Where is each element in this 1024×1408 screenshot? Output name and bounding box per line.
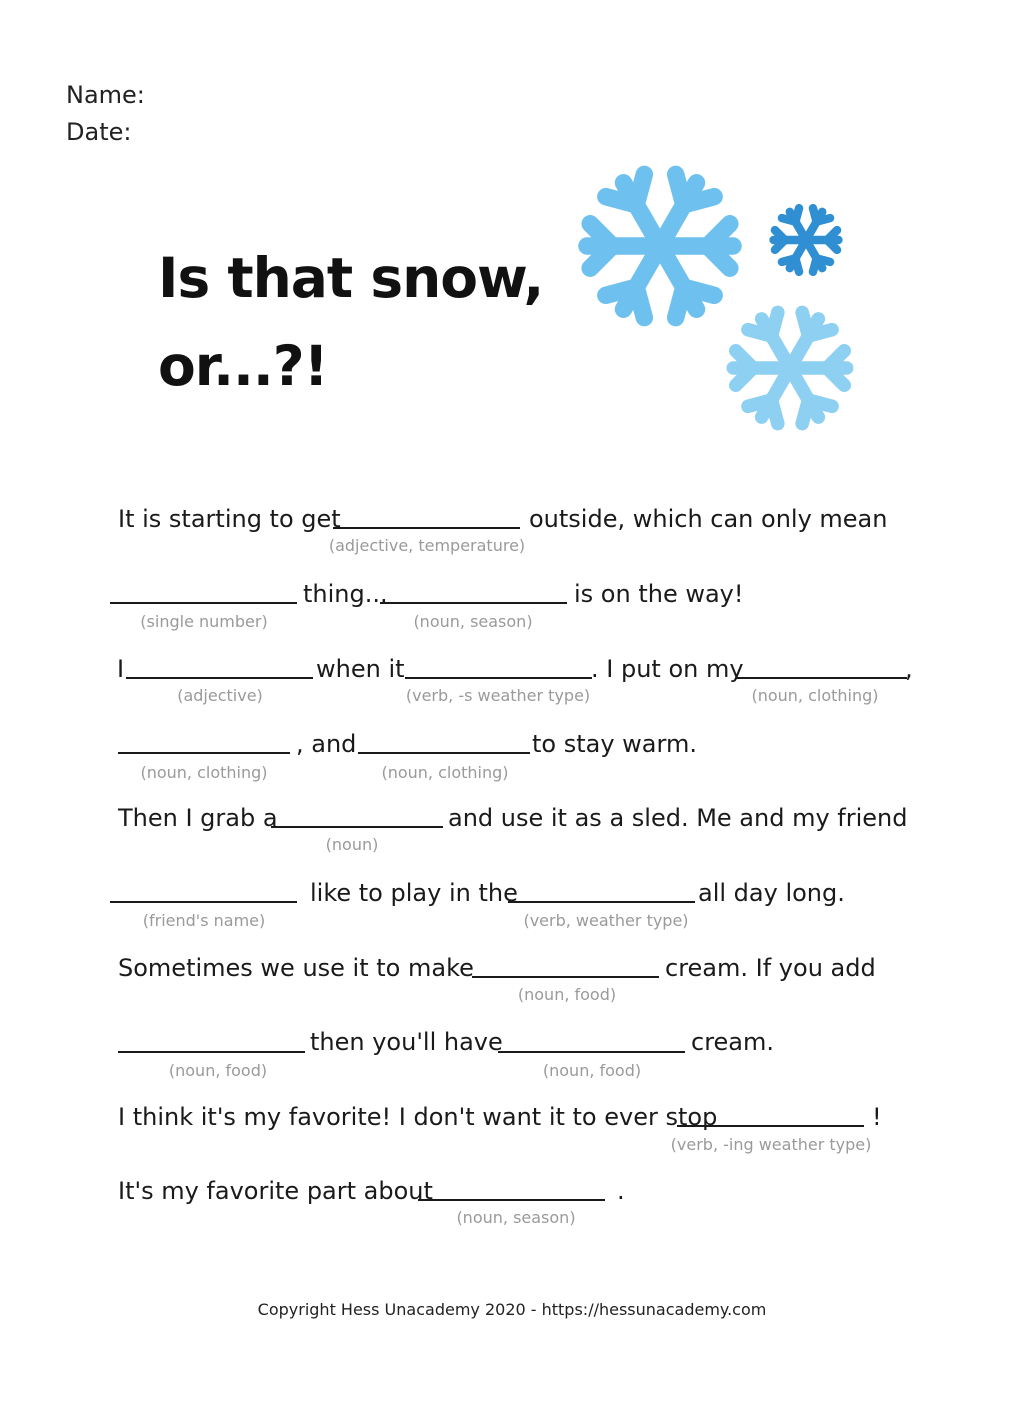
blank-field[interactable]: [735, 677, 907, 679]
blank-field[interactable]: [498, 1051, 685, 1053]
story-text: ,: [905, 655, 913, 683]
blank-hint: (adjective, temperature): [328, 536, 526, 555]
story-text: , and: [296, 730, 357, 758]
name-label: Name:: [66, 81, 145, 109]
blank-field[interactable]: [333, 527, 520, 529]
story-text: I: [117, 655, 125, 683]
blank-hint: (noun, clothing): [140, 763, 268, 782]
story-text: Then I grab a: [118, 804, 278, 832]
blank-field[interactable]: [126, 677, 313, 679]
story-text: outside, which can only mean: [529, 505, 888, 533]
blank-field[interactable]: [508, 901, 695, 903]
story-text: It's my favorite part about: [118, 1177, 433, 1205]
blank-field[interactable]: [472, 976, 659, 978]
story-text: to stay warm.: [532, 730, 697, 758]
blank-hint: (verb, weather type): [523, 911, 689, 930]
snowflake-large-icon: [572, 165, 748, 327]
blank-field[interactable]: [380, 602, 567, 604]
copyright-footer: Copyright Hess Unacademy 2020 - https://hessunacademy.com: [257, 1300, 767, 1319]
story-text: like to play in the: [310, 879, 518, 907]
snowflake-small-icon: [767, 204, 845, 276]
blank-hint: (single number): [140, 612, 268, 631]
story-text: and use it as a sled. Me and my friend: [448, 804, 908, 832]
blank-field[interactable]: [271, 826, 443, 828]
snowflake-medium-icon: [722, 305, 858, 431]
story-text: . I put on my: [591, 655, 744, 683]
story-text: when it: [316, 655, 405, 683]
blank-hint: (noun, food): [542, 1061, 642, 1080]
blank-hint: (noun, food): [168, 1061, 268, 1080]
blank-field[interactable]: [677, 1125, 864, 1127]
story-text: cream. If you add: [665, 954, 876, 982]
blank-field[interactable]: [358, 752, 530, 754]
blank-hint: (adjective): [177, 686, 263, 705]
story-text: I think it's my favorite! I don't want it to ever stop: [118, 1103, 718, 1131]
blank-field[interactable]: [110, 901, 297, 903]
blank-hint: (noun, clothing): [751, 686, 879, 705]
story-text: .: [617, 1177, 625, 1205]
blank-hint: (noun): [325, 835, 379, 854]
blank-field[interactable]: [405, 677, 592, 679]
story-text: cream.: [691, 1028, 775, 1056]
blank-field[interactable]: [110, 602, 297, 604]
blank-hint: (noun, food): [517, 985, 617, 1004]
blank-hint: (friend's name): [142, 911, 266, 930]
blank-field[interactable]: [418, 1199, 605, 1201]
page-title: [158, 234, 578, 410]
blank-hint: (noun, clothing): [381, 763, 509, 782]
blank-field[interactable]: [118, 752, 290, 754]
story-text: !: [872, 1103, 882, 1131]
title-line-2: or...?!: [158, 334, 328, 398]
blank-hint: (verb, -s weather type): [405, 686, 591, 705]
story-text: all day long.: [698, 879, 845, 907]
story-text: Sometimes we use it to make: [118, 954, 474, 982]
story-text: then you'll have: [310, 1028, 503, 1056]
story-text: It is starting to get: [118, 505, 341, 533]
title-line-1: Is that snow,: [158, 246, 544, 310]
story-text: is on the way!: [574, 580, 744, 608]
blank-hint: (verb, -ing weather type): [670, 1135, 872, 1154]
blank-hint: (noun, season): [413, 612, 533, 631]
blank-hint: (noun, season): [456, 1208, 576, 1227]
date-label: Date:: [66, 118, 132, 146]
story-text: thing...: [303, 580, 388, 608]
blank-field[interactable]: [118, 1051, 305, 1053]
